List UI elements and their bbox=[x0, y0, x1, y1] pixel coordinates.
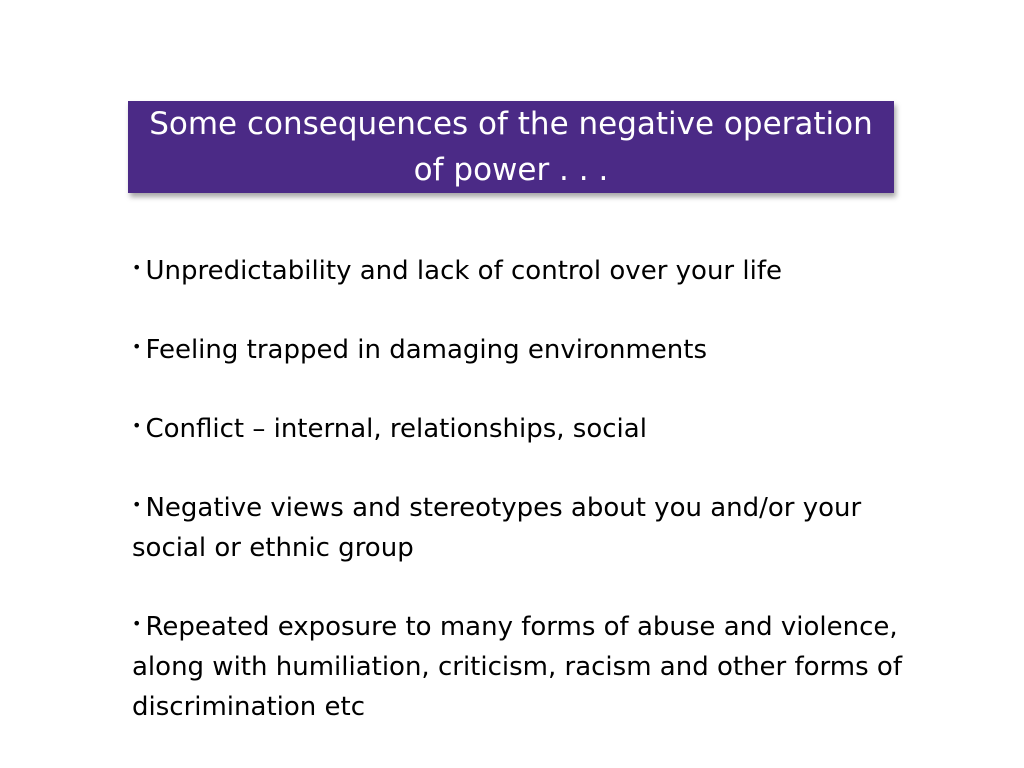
bullet-dot-icon: • bbox=[132, 495, 142, 514]
bullet-dot-icon: • bbox=[132, 416, 142, 435]
slide-title: Some consequences of the negative operation of power . . . bbox=[149, 106, 873, 188]
bullet-item bbox=[132, 485, 932, 568]
bullet-item bbox=[132, 248, 932, 291]
slide-title-box bbox=[128, 101, 894, 193]
bullet-list bbox=[132, 248, 932, 727]
bullet-dot-icon: • bbox=[132, 337, 142, 356]
bullet-text: Repeated exposure to many forms of abuse and violence, along with humiliation, criticism, racism and other forms of discrimination etc bbox=[132, 612, 902, 722]
bullet-item bbox=[132, 406, 932, 449]
bullet-dot-icon: • bbox=[132, 258, 142, 277]
bullet-item bbox=[132, 604, 932, 727]
bullet-text: Unpredictability and lack of control over your life bbox=[145, 256, 782, 286]
bullet-text: Negative views and stereotypes about you and/or your social or ethnic group bbox=[132, 493, 862, 563]
bullet-text: Conflict – internal, relationships, social bbox=[145, 414, 647, 444]
bullet-item bbox=[132, 327, 932, 370]
bullet-text: Feeling trapped in damaging environments bbox=[145, 335, 708, 365]
bullet-dot-icon: • bbox=[132, 614, 142, 633]
